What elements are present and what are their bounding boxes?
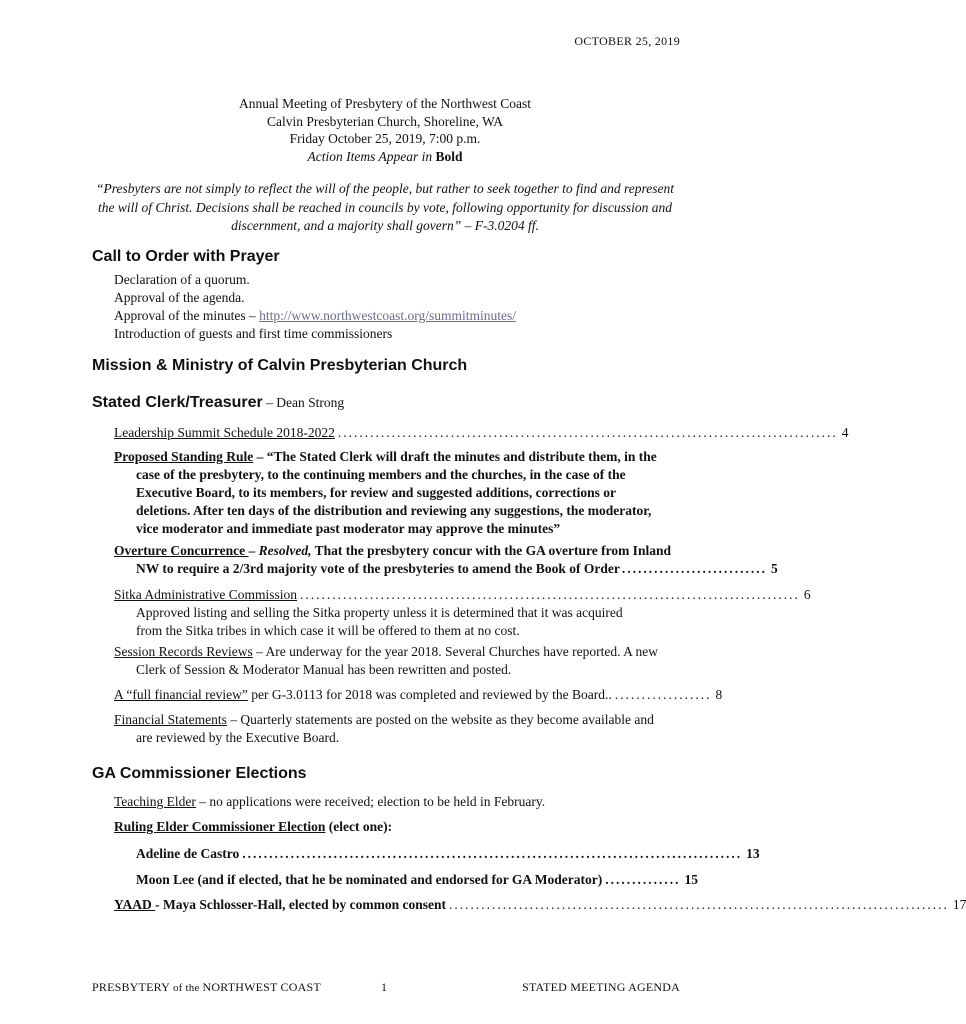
candidate-adeline-de-castro: Adeline de Castro ............................................................................................. 13 <box>136 846 760 861</box>
overture-concurrence: Overture Concurrence – Resolved, That the presbytery concur with the GA overture from Inland NW to require a 2/3rd majority vote of the presbyteries to amend the Book of Order ........................... 5 <box>114 543 778 576</box>
ruling-elder-election: Ruling Elder Commissioner Election (elect one): <box>114 819 393 834</box>
agenda-item-approve-agenda: Approval of the agenda. <box>114 290 245 305</box>
meeting-header <box>0 95 770 165</box>
toc-financial-review: A “full financial review” per G-3.0113 for 2018 was completed and reviewed by the Board.. .................. 8 <box>114 687 723 702</box>
meeting-datetime: Friday October 25, 2019, 7:00 p.m. <box>289 131 481 146</box>
minutes-label: Approval of the minutes – <box>114 308 260 323</box>
proposed-standing-rule: Proposed Standing Rule – “The Stated Clerk will draft the minutes and distribute them, in the case of the presbytery, to the continuing members and the churches, in the case of the Executive Board, to its members, for review and suggested additions, corrections or deletions. After ten days of the distribution and reviewing any suggestions, the moderator, vice moderator and immediate past moderator may approve the minutes” <box>114 449 657 536</box>
clerk-name: – Dean Strong <box>262 395 345 410</box>
agenda-item-approve-minutes <box>114 307 516 325</box>
agenda-item-quorum: Declaration of a quorum. <box>114 272 250 287</box>
financial-statements: Financial Statements – Quarterly statements are posted on the website as they become available and are reviewed by the Executive Board. <box>114 712 654 745</box>
section-heading-ga-elections: GA Commissioner Elections <box>92 765 307 782</box>
footer-presbytery: PRESBYTERY of the NORTHWEST COAST <box>92 980 321 994</box>
toc-sitka-commission: Sitka Administrative Commission ............................................................................................. 6 <box>114 587 811 602</box>
minutes-link[interactable]: http://www.northwestcoast.org/summitminutes/ <box>259 308 516 323</box>
teaching-elder: Teaching Elder – no applications were received; election to be held in February. <box>114 794 546 809</box>
footer-page-number: 1 <box>381 980 388 994</box>
section-heading-stated-clerk: Stated Clerk/Treasurer – Dean Strong <box>92 394 345 411</box>
session-records-reviews: Session Records Reviews – Are underway for the year 2018. Several Churches have reported. A new Clerk of Session & Moderator Manual has been rewritten and posted. <box>114 644 658 677</box>
agenda-item-introductions: Introduction of guests and first time commissioners <box>114 326 393 341</box>
section-heading-call-to-order: Call to Order with Prayer <box>92 248 280 265</box>
candidate-moon-lee: Moon Lee (and if elected, that he be nominated and endorsed for GA Moderator) .............. 15 <box>136 872 698 887</box>
section-heading-mission: Mission & Ministry of Calvin Presbyterian Church <box>92 357 468 374</box>
meeting-location: Calvin Presbyterian Church, Shoreline, WA <box>267 113 503 129</box>
document-date: OCTOBER 25, 2019 <box>574 34 680 48</box>
meeting-title: Annual Meeting of Presbytery of the Northwest Coast <box>238 96 532 111</box>
yaad-election: YAAD - Maya Schlosser-Hall, elected by common consent ............................................................................................. 17 <box>114 897 966 912</box>
sitka-description: Approved listing and selling the Sitka property unless it is determined that it was acquired from the Sitka tribes in which case it will be offered to them at no cost. <box>136 605 623 638</box>
action-items-note: Action Items Appear in Bold <box>307 148 463 164</box>
footer-agenda-title: STATED MEETING AGENDA <box>522 980 680 994</box>
toc-leadership-summit: Leadership Summit Schedule 2018-2022 ............................................................................................. 4 <box>114 425 849 440</box>
epigraph-quote: “Presbyters are not simply to reflect the will of the people, but rather to seek together to find and represent the will of Christ. Decisions shall be reached in councils by vote, following opportunity for discussion and discernment, and a majority shall govern” – F-3.0204 ff. <box>96 181 674 233</box>
